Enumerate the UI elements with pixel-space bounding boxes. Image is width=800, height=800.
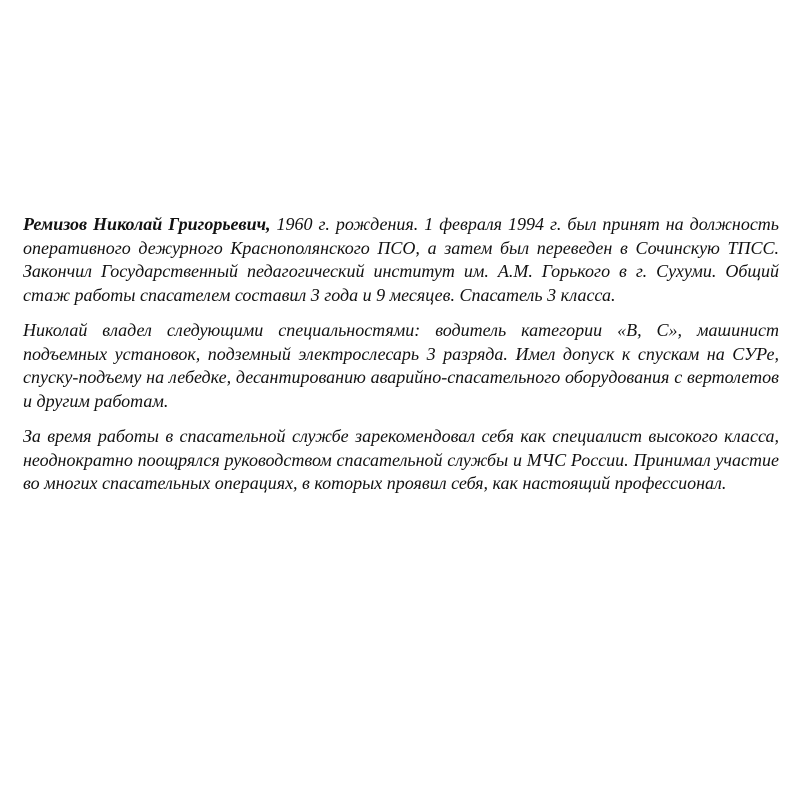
document-body xyxy=(23,213,779,508)
paragraph-specialties: Николай владел следующими специальностями: водитель категории «В, С», машинист подъемных установок, подземный электрослесарь 3 разряда. Имел допуск к спускам на СУРе, спуску-подъему на лебедке, десантированию аварийно-спасательного оборудования с вертолетов и другим работам. xyxy=(23,320,779,411)
paragraph-biography xyxy=(23,213,779,307)
biography-text: 1960 г. рождения. 1 февраля 1994 г. был принят на должность оперативного дежурного Краснополянского ПСО, а затем был переведен в Сочинскую ТПСС. Закончил Государственный педагогический институт им. А.М. Горького в г. Сухуми. Общий стаж работы спасателем составил 3 года и 9 месяцев. Спасатель 3 класса. xyxy=(23,214,779,305)
person-name: Ремизов Николай Григорьевич, xyxy=(23,214,271,234)
paragraph-service-record: За время работы в спасательной службе зарекомендовал себя как специалист высокого класса, неоднократно поощрялся руководством спасательной службы и МЧС России. Принимал участие во многих спасательных операциях, в которых проявил себя, как настоящий профессионал. xyxy=(23,426,779,493)
